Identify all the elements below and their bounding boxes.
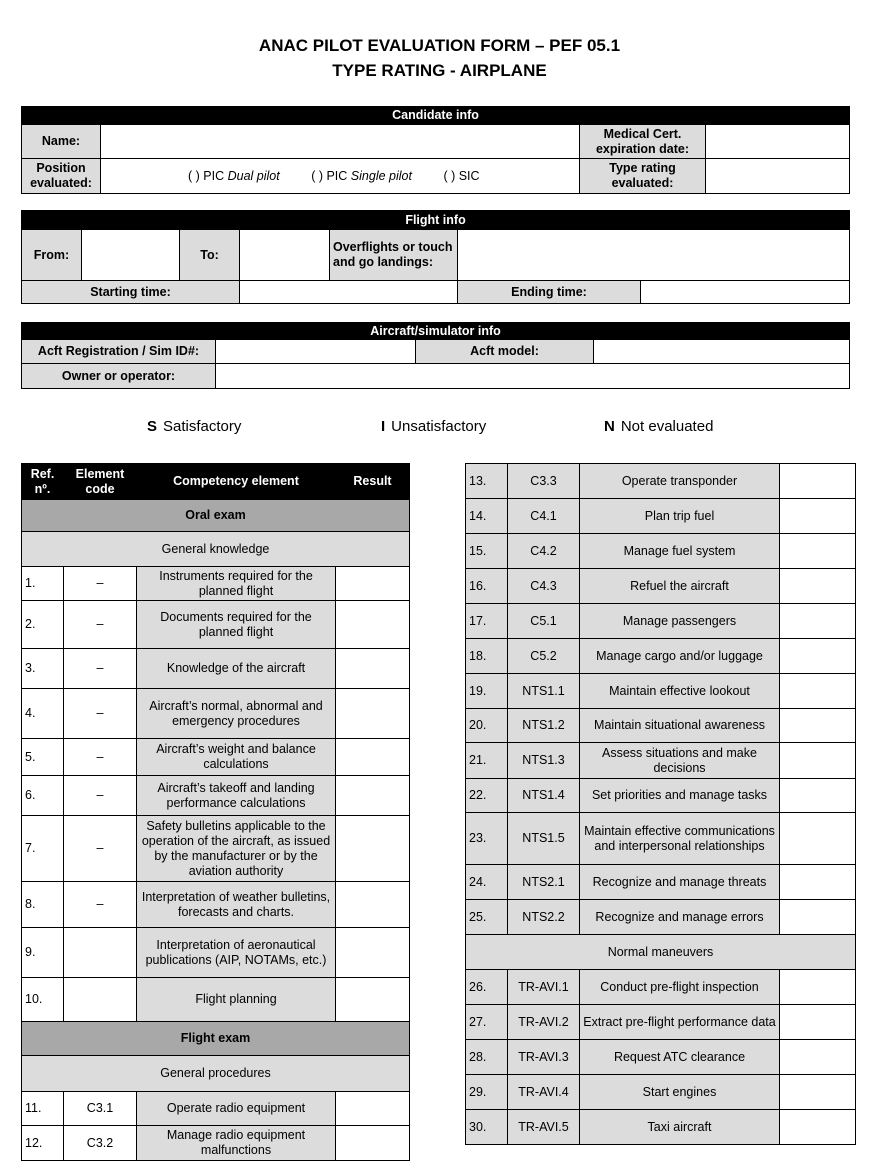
result-cell[interactable] — [336, 928, 410, 978]
to-field[interactable] — [240, 230, 330, 281]
table-row — [466, 813, 856, 865]
ref-cell: 12. — [22, 1126, 64, 1161]
competency-cell: Conduct pre-flight inspection — [580, 970, 780, 1005]
ref-cell: 10. — [22, 978, 64, 1022]
ref-cell: 5. — [22, 739, 64, 776]
ref-cell: 7. — [22, 816, 64, 882]
type-rating-field[interactable] — [706, 159, 850, 194]
element-code-cell: TR-AVI.3 — [508, 1040, 580, 1075]
option-sic[interactable]: ( ) SIC — [443, 168, 480, 183]
name-label: Name: — [22, 125, 101, 159]
competency-cell: Manage cargo and/or luggage — [580, 639, 780, 674]
competency-cell: Manage fuel system — [580, 534, 780, 569]
competency-cell: Request ATC clearance — [580, 1040, 780, 1075]
competency-cell: Plan trip fuel — [580, 499, 780, 534]
element-code-cell: – — [64, 649, 137, 689]
competency-cell: Refuel the aircraft — [580, 569, 780, 604]
element-code-cell: C3.3 — [508, 464, 580, 499]
competency-cell: Safety bulletins applicable to the operation of the aircraft, as issued by the manufacturer or by the aviation authority — [137, 816, 336, 882]
col-ref-header: Ref. nº. — [22, 464, 64, 500]
section-general-procedures: General procedures — [22, 1056, 410, 1092]
element-code-cell: – — [64, 689, 137, 739]
result-cell[interactable] — [336, 601, 410, 649]
medical-cert-field[interactable] — [706, 125, 850, 159]
table-row — [466, 604, 856, 639]
name-field[interactable] — [101, 125, 580, 159]
acft-model-label: Acft model: — [416, 340, 594, 364]
candidate-info-table — [21, 106, 850, 194]
ref-cell: 19. — [466, 674, 508, 709]
table-row — [466, 865, 856, 900]
element-code-cell: NTS1.5 — [508, 813, 580, 865]
result-cell[interactable] — [336, 567, 410, 601]
competency-cell: Interpretation of aeronautical publications (AIP, NOTAMs, etc.) — [137, 928, 336, 978]
table-row — [466, 464, 856, 499]
table-row — [466, 569, 856, 604]
element-code-cell: C4.3 — [508, 569, 580, 604]
legend-not-evaluated: N Not evaluated — [604, 418, 714, 435]
ref-cell: 27. — [466, 1005, 508, 1040]
medical-cert-label: Medical Cert. expiration date: — [580, 125, 706, 159]
table-row — [466, 639, 856, 674]
type-rating-label: Type rating evaluated: — [580, 159, 706, 194]
form-subtitle: TYPE RATING - AIRPLANE — [332, 61, 547, 80]
competency-cell: Operate radio equipment — [137, 1092, 336, 1126]
result-cell[interactable] — [780, 1005, 856, 1040]
competency-cell: Aircraft’s weight and balance calculations — [137, 739, 336, 776]
from-label: From: — [22, 230, 82, 281]
element-code-cell: C4.2 — [508, 534, 580, 569]
element-code-cell: TR-AVI.5 — [508, 1110, 580, 1145]
to-label: To: — [180, 230, 240, 281]
aircraft-info-table — [21, 322, 850, 389]
ref-cell: 14. — [466, 499, 508, 534]
result-cell[interactable] — [780, 970, 856, 1005]
table-row — [22, 1092, 410, 1126]
element-code-cell: TR-AVI.1 — [508, 970, 580, 1005]
element-code-cell: NTS2.2 — [508, 900, 580, 935]
element-code-cell: NTS1.2 — [508, 709, 580, 743]
result-cell[interactable] — [336, 689, 410, 739]
aircraft-info-header: Aircraft/simulator info — [22, 323, 850, 340]
legend-unsatisfactory: I Unsatisfactory — [381, 418, 487, 435]
ref-cell: 28. — [466, 1040, 508, 1075]
table-row — [22, 776, 410, 816]
table-row — [466, 900, 856, 935]
competency-cell: Documents required for the planned flight — [137, 601, 336, 649]
position-label: Position evaluated: — [22, 159, 101, 194]
from-field[interactable] — [82, 230, 180, 281]
ref-cell: 2. — [22, 601, 64, 649]
table-row — [466, 1110, 856, 1145]
ref-cell: 4. — [22, 689, 64, 739]
result-cell[interactable] — [780, 709, 856, 743]
element-code-cell: C3.1 — [64, 1092, 137, 1126]
result-cell[interactable] — [336, 776, 410, 816]
table-row — [22, 689, 410, 739]
element-code-cell: NTS2.1 — [508, 865, 580, 900]
element-code-cell: NTS1.4 — [508, 779, 580, 813]
element-code-cell: – — [64, 816, 137, 882]
result-cell[interactable] — [780, 534, 856, 569]
ref-cell: 20. — [466, 709, 508, 743]
ref-cell: 9. — [22, 928, 64, 978]
element-code-cell: NTS1.1 — [508, 674, 580, 709]
position-options — [101, 159, 580, 194]
section-oral-exam: Oral exam — [22, 500, 410, 532]
result-cell[interactable] — [780, 743, 856, 779]
table-row — [466, 674, 856, 709]
flight-info-table — [21, 210, 850, 304]
result-cell[interactable] — [336, 816, 410, 882]
table-row — [22, 978, 410, 1022]
table-row — [22, 601, 410, 649]
table-row — [466, 499, 856, 534]
owner-operator-field[interactable] — [216, 364, 850, 389]
ending-time-field[interactable] — [641, 281, 850, 304]
element-code-cell: – — [64, 882, 137, 928]
legend-satisfactory: S Satisfactory — [147, 418, 242, 435]
ending-time-label: Ending time: — [458, 281, 641, 304]
ref-cell: 16. — [466, 569, 508, 604]
ref-cell: 13. — [466, 464, 508, 499]
table-row — [22, 567, 410, 601]
ref-cell: 24. — [466, 865, 508, 900]
element-code-cell: NTS1.3 — [508, 743, 580, 779]
result-cell[interactable] — [780, 865, 856, 900]
result-cell[interactable] — [780, 464, 856, 499]
competency-cell: Operate transponder — [580, 464, 780, 499]
ref-cell: 1. — [22, 567, 64, 601]
competency-cell: Maintain situational awareness — [580, 709, 780, 743]
result-cell[interactable] — [336, 649, 410, 689]
ref-cell: 17. — [466, 604, 508, 639]
result-cell[interactable] — [780, 499, 856, 534]
owner-operator-label: Owner or operator: — [22, 364, 216, 389]
col-competency-header: Competency element — [137, 464, 336, 500]
element-code-cell: C3.2 — [64, 1126, 137, 1161]
competency-table-right — [465, 463, 856, 1145]
table-row — [466, 1005, 856, 1040]
result-cell[interactable] — [780, 1040, 856, 1075]
acft-registration-label: Acft Registration / Sim ID#: — [22, 340, 216, 364]
table-row — [466, 970, 856, 1005]
col-result-header: Result — [336, 464, 410, 500]
result-cell[interactable] — [780, 813, 856, 865]
result-cell[interactable] — [336, 1126, 410, 1161]
competency-cell: Start engines — [580, 1075, 780, 1110]
table-row — [22, 928, 410, 978]
table-row — [466, 779, 856, 813]
result-cell[interactable] — [336, 978, 410, 1022]
element-code-cell: – — [64, 776, 137, 816]
competency-cell: Manage passengers — [580, 604, 780, 639]
result-cell[interactable] — [780, 900, 856, 935]
result-cell[interactable] — [780, 779, 856, 813]
competency-cell: Assess situations and make decisions — [580, 743, 780, 779]
ref-cell: 3. — [22, 649, 64, 689]
ref-cell: 8. — [22, 882, 64, 928]
form-title: ANAC PILOT EVALUATION FORM – PEF 05.1 — [258, 36, 621, 55]
ref-cell: 22. — [466, 779, 508, 813]
element-code-cell — [64, 928, 137, 978]
result-cell[interactable] — [780, 674, 856, 709]
result-cell[interactable] — [780, 604, 856, 639]
competency-table-left — [21, 463, 410, 1161]
table-row — [466, 1040, 856, 1075]
element-code-cell — [64, 978, 137, 1022]
competency-cell: Knowledge of the aircraft — [137, 649, 336, 689]
overflights-label: Overflights or touch and go landings: — [330, 230, 458, 281]
table-row — [466, 1075, 856, 1110]
ref-cell: 11. — [22, 1092, 64, 1126]
option-pic-dual[interactable]: ( ) PIC Dual pilot — [188, 168, 280, 183]
competency-cell: Extract pre-flight performance data — [580, 1005, 780, 1040]
competency-cell: Maintain effective lookout — [580, 674, 780, 709]
element-code-cell: TR-AVI.2 — [508, 1005, 580, 1040]
result-cell[interactable] — [780, 1075, 856, 1110]
col-element-code-header: Element code — [64, 464, 137, 500]
overflights-field[interactable] — [458, 230, 850, 281]
starting-time-field[interactable] — [240, 281, 458, 304]
ref-cell: 23. — [466, 813, 508, 865]
competency-cell: Flight planning — [137, 978, 336, 1022]
competency-cell: Recognize and manage errors — [580, 900, 780, 935]
table-row — [466, 709, 856, 743]
result-cell[interactable] — [780, 1110, 856, 1145]
ref-cell: 29. — [466, 1075, 508, 1110]
competency-cell: Aircraft’s takeoff and landing performance calculations — [137, 776, 336, 816]
competency-cell: Set priorities and manage tasks — [580, 779, 780, 813]
ref-cell: 25. — [466, 900, 508, 935]
ref-cell: 30. — [466, 1110, 508, 1145]
table-row — [466, 743, 856, 779]
section-general-knowledge: General knowledge — [22, 532, 410, 567]
element-code-cell: TR-AVI.4 — [508, 1075, 580, 1110]
result-cell[interactable] — [336, 882, 410, 928]
element-code-cell: C5.1 — [508, 604, 580, 639]
starting-time-label: Starting time: — [22, 281, 240, 304]
competency-cell: Aircraft’s normal, abnormal and emergency procedures — [137, 689, 336, 739]
result-cell[interactable] — [780, 569, 856, 604]
table-row — [466, 534, 856, 569]
table-row — [22, 816, 410, 882]
table-row — [22, 739, 410, 776]
table-row — [22, 882, 410, 928]
flight-info-header: Flight info — [22, 211, 850, 230]
element-code-cell: C5.2 — [508, 639, 580, 674]
competency-cell: Taxi aircraft — [580, 1110, 780, 1145]
element-code-cell: C4.1 — [508, 499, 580, 534]
competency-cell: Interpretation of weather bulletins, forecasts and charts. — [137, 882, 336, 928]
result-cell[interactable] — [336, 1092, 410, 1126]
ref-cell: 21. — [466, 743, 508, 779]
section-flight-exam: Flight exam — [22, 1022, 410, 1056]
table-row — [22, 1126, 410, 1161]
section-normal-maneuvers: Normal maneuvers — [466, 935, 856, 970]
competency-cell: Recognize and manage threats — [580, 865, 780, 900]
result-cell[interactable] — [336, 739, 410, 776]
element-code-cell: – — [64, 567, 137, 601]
ref-cell: 26. — [466, 970, 508, 1005]
ref-cell: 18. — [466, 639, 508, 674]
result-cell[interactable] — [780, 639, 856, 674]
element-code-cell: – — [64, 601, 137, 649]
table-row — [22, 649, 410, 689]
ref-cell: 6. — [22, 776, 64, 816]
element-code-cell: – — [64, 739, 137, 776]
candidate-info-header: Candidate info — [22, 107, 850, 125]
ref-cell: 15. — [466, 534, 508, 569]
option-pic-single[interactable]: ( ) PIC Single pilot — [311, 168, 412, 183]
competency-cell: Instruments required for the planned flight — [137, 567, 336, 601]
competency-cell: Maintain effective communications and interpersonal relationships — [580, 813, 780, 865]
acft-registration-field[interactable] — [216, 340, 416, 364]
acft-model-field[interactable] — [594, 340, 850, 364]
competency-cell: Manage radio equipment malfunctions — [137, 1126, 336, 1161]
